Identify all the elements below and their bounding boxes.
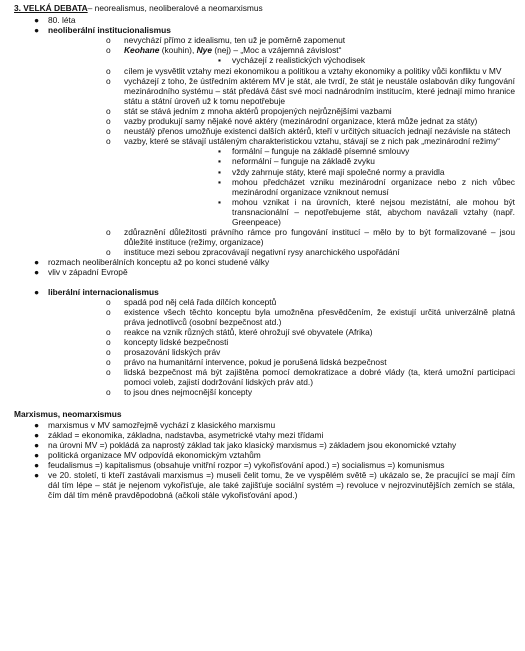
circle-bullet-icon: o [106, 65, 111, 76]
list-item: ● na úrovni MV =) pokládá za naprostý základ tak jako klasický marxismus =) základem jsou ekonomické vztahy [34, 439, 457, 450]
list-item: ▪ mohou vznikat i na úrovních, které nejsou mezistátní, ale mohou být transnacionální – nepotřebujeme stát, abychom navázali vztahy (např. Greenpeace) [218, 196, 515, 227]
bullet-icon: ● [34, 449, 40, 460]
list-item: o koncepty lidské bezpečnosti [106, 337, 229, 347]
circle-bullet-icon: o [106, 326, 111, 337]
heading-title: 3. VELKÁ DEBATA [14, 3, 88, 13]
circle-bullet-icon: o [106, 105, 111, 116]
circle-bullet-icon: o [106, 45, 111, 56]
list-item: ● rozmach neoliberálních konceptu až po konci studené války [34, 257, 270, 268]
list-item: o právo na humanitární intervence, pokud je porušená lidská bezpečnost [106, 357, 387, 368]
square-bullet-icon: ▪ [218, 146, 221, 157]
list-item: o lidská bezpečnost má být zajištěna pomocí demokratizace a dobré vlády (ta, která umožní participaci pomoci voleb, zajistí dodržování lidských práv atd.) [106, 367, 515, 388]
square-bullet-icon: ▪ [218, 166, 221, 177]
list-item: o vazby produkují samy nějaké nové aktéry (mezinárodní organizace, která může jednat za státy) [106, 116, 478, 127]
list-item: o prosazování lidských práv [106, 347, 221, 358]
bullet-icon: ● [34, 419, 40, 430]
list-item: ● vliv v západní Evropě [34, 267, 128, 278]
circle-bullet-icon: o [106, 387, 111, 398]
bullet-icon: ● [34, 286, 40, 297]
circle-bullet-icon: o [106, 367, 111, 378]
circle-bullet-icon: o [106, 306, 111, 317]
heading-subtitle: – neorealismus, neoliberalové a neomarxismus [87, 3, 263, 13]
circle-bullet-icon: o [106, 136, 111, 147]
list-item: o neustálý přenos umožňuje existenci dalších aktérů, kteří v určitých situacích jednají nezávisle na státech [106, 126, 511, 137]
bullet-icon: ● [34, 257, 40, 268]
list-item: o zdůraznění důležitosti právního rámce pro fungování institucí – mělo by to být formalizované – jsou důležité instituce (režimy, organizace) [106, 227, 515, 248]
bullet-icon: ● [34, 15, 40, 26]
list-item: ▪ vždy zahrnuje státy, které mají společné normy a pravidla [218, 166, 445, 177]
list-item: ● neoliberální institucionalismus o nevychází přímo z idealismu, ten už je poměrně zapomenut o Keohane (kouhin), Nye (nej) – „Moc a vzájemná závislost“ ▪ vycházejí z realistických východisek o cílem je vysvětlit vztahy mezi ekonomikou a politikou a vztahy ekonomiky a politiky vůči konfliktu v MV o vycházejí z toho, že ústředním aktérem MV je stát, ale tvrdí, že stát je neustále oslabován díky fungování mezinárodního systému – stát předává část své moci nadnárodním institucím, které jednají mimo hranice státu a státní úroveň už k tomu nepotřebuje o stát se stává jedním z mnoha aktérů propojených nejrůznějšími vazbami o vazby produkují samy nějaké nové aktéry (mezinárodní organizace, která může jednat za státy) o neustálý přenos umožňuje existenci dalších aktérů, kteří v určitých situacích jednají nezávisle na státech o vazby, které se stávají ustáleným charakteristickou vztahu, stávají se z nich pak „mezinárodní režimy“ ▪ formální – funguje na základě písemné smlouvy ▪ neformální – funguje na základě zvyku ▪ vždy zahrnuje státy, které mají společné normy a pravidla ▪ mohou předcházet vzniku mezinárodní organizace nebo z nich vůbec mezinárodní organizace vzniknout nemusí ▪ mohou vznikat i na úrovních, které nejsou mezistátní, ale mohou být transnacionální – nepotřebujeme stát, abychom navázali vztahy (např. Greenpeace) o zdůraznění důležitosti právního rámce pro fungování institucí – mělo by to být formalizované – jsou důležité instituce (režimy, organizace) o instituce mezi sebou zpracovávají negativní rysy anarchického uspořádání [34, 25, 515, 258]
list-item: o vycházejí z toho, že ústředním aktérem MV je stát, ale tvrdí, že stát je neustále oslabován díky fungování mezinárodního systému – stát předává část své moci nadnárodním institucím, které jednají mimo hranice státu a státní úroveň už k tomu nepotřebuje [106, 75, 515, 106]
list-item: ● marxismus v MV samozřejmě vychází z klasického marxismu [34, 419, 276, 430]
list-item: ● liberální internacionalismus o spadá pod něj celá řada dílčích konceptů o existence všech těchto konceptu byla umožněna přesvědčením, že existují určitá univerzálně platná práva jednotlivců (osobní bezpečnost atd.) o reakce na vznik různých států, které ohrožují své obyvatele (Afrika) o koncepty lidské bezpečnosti o prosazování lidských práv o právo na humanitární intervence, pokud je porušená lidská bezpečnost o lidská bezpečnost má být zajištěna pomocí demokratizace a dobré vlády (ta, která umožní participaci pomoci voleb, zajistí dodržování lidských práv atd.) o to jsou dnes nejmocnější koncepty [34, 286, 515, 398]
circle-bullet-icon: o [106, 357, 111, 368]
list-item: o existence všech těchto konceptu byla umožněna přesvědčením, že existují určitá univerzálně platná práva jednotlivců (osobní bezpečnost atd.) [106, 306, 515, 327]
bullet-icon: ● [34, 439, 40, 450]
bullet-icon: ● [34, 25, 40, 36]
circle-bullet-icon: o [106, 337, 111, 347]
section-heading [14, 3, 515, 13]
square-bullet-icon: ▪ [218, 156, 221, 167]
bullet-icon: ● [34, 470, 40, 481]
circle-bullet-icon: o [106, 116, 111, 127]
list-item: ▪ neformální – funguje na základě zvyku [218, 156, 375, 167]
list-item: o vazby, které se stávají ustáleným charakteristickou vztahu, stávají se z nich pak „mezinárodní režimy“ ▪ formální – funguje na základě písemné smlouvy ▪ neformální – funguje na základě zvyku ▪ vždy zahrnuje státy, které mají společné normy a pravidla ▪ mohou předcházet vzniku mezinárodní organizace nebo z nich vůbec mezinárodní organizace vzniknout nemusí ▪ mohou vznikat i na úrovních, které nejsou mezistátní, ale mohou být transnacionální – nepotřebujeme stát, abychom navázali vztahy (např. Greenpeace) [106, 136, 515, 227]
marxism-heading: Marxismus, neomarxismus [14, 408, 122, 419]
author-keohane: Keohane [124, 45, 160, 56]
list-item: ▪ vycházejí z realistických východisek [218, 55, 366, 66]
circle-bullet-icon: o [106, 347, 111, 358]
author-nye: Nye [196, 45, 212, 56]
list-item: ● 80. léta [34, 15, 76, 26]
circle-bullet-icon: o [106, 126, 111, 137]
circle-bullet-icon: o [106, 75, 111, 86]
list-item: o instituce mezi sebou zpracovávají negativní rysy anarchického uspořádání [106, 247, 400, 258]
section-neoliberal [14, 15, 515, 277]
circle-bullet-icon: o [106, 296, 111, 307]
square-bullet-icon: ▪ [218, 55, 221, 66]
list-item: ▪ formální – funguje na základě písemné smlouvy [218, 146, 410, 157]
list-item: o to jsou dnes nejmocnější koncepty [106, 387, 253, 398]
bullet-icon: ● [34, 429, 40, 440]
list-item: o Keohane (kouhin), Nye (nej) – „Moc a vzájemná závislost“ ▪ vycházejí z realistických východisek [48, 45, 515, 65]
section-marxism [14, 420, 515, 501]
circle-bullet-icon: o [106, 35, 111, 46]
section-liberal-internationalism [14, 287, 515, 398]
list-item: o stát se stává jedním z mnoha aktérů propojených nejrůznějšími vazbami [106, 105, 392, 116]
square-bullet-icon: ▪ [218, 196, 221, 207]
list-item: ▪ mohou předcházet vzniku mezinárodní organizace nebo z nich vůbec mezinárodní organizace vzniknout nemusí [218, 176, 515, 197]
list-item: ● feudalismus =) kapitalismus (obsahuje vnitřní rozpor =) vykořisťování apod.) =) socialismus =) komunismus [34, 460, 445, 471]
circle-bullet-icon: o [106, 227, 111, 238]
list-item: o spadá pod něj celá řada dílčích konceptů [106, 296, 277, 307]
square-bullet-icon: ▪ [218, 176, 221, 187]
bullet-icon: ● [34, 267, 40, 278]
list-item: ● ve 20. století, ti kteří zastávali marxismus =) museli čelit tomu, že ve vyspělém světě =) ukázalo se, že pracující se mají čím dál tím lépe – stát je nejenom vykořisťuje, ale také zajišťuje sociální systém =) revoluce v nejrozvinutějších zemích se stála, čím dál tím méně pravděpodobná (ačkoli stále vykořisťování apod.) [34, 470, 515, 501]
list-item: o nevychází přímo z idealismu, ten už je poměrně zapomenut [106, 35, 346, 46]
list-item: o reakce na vznik různých států, které ohrožují své obyvatele (Afrika) [106, 326, 373, 337]
circle-bullet-icon: o [106, 247, 111, 258]
list-item: ● základ = ekonomika, základna, nadstavba, asymetrické vtahy mezi třídami [34, 429, 324, 440]
list-item: ● politická organizace MV odpovídá ekonomickým vztahům [34, 449, 261, 460]
bullet-icon: ● [34, 460, 40, 471]
list-item: o cílem je vysvětlit vztahy mezi ekonomikou a politikou a vztahy ekonomiky a politiky vůči konfliktu v MV [106, 65, 502, 76]
